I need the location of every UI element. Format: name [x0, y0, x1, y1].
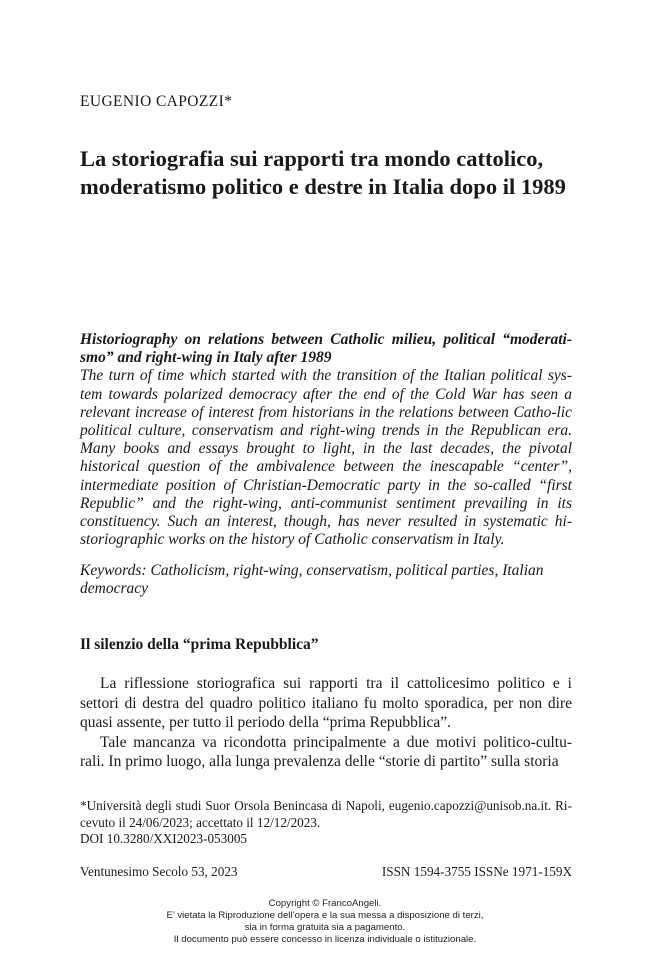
author-name: EUGENIO CAPOZZI*: [80, 93, 233, 110]
footnote-doi: DOI 10.3280/XXI2023-053005: [80, 831, 248, 846]
footnote-affiliation: *Università degli studi Suor Orsola Benincasa di Napoli, eugenio.capozzi@unisob.na.it. Ri-cevuto il 24/06/2023; accettato il 12/12/2023.: [80, 798, 572, 830]
page-footer: [80, 864, 572, 880]
body-text: [80, 674, 572, 772]
journal-info: Ventunesimo Secolo 53, 2023: [80, 864, 238, 879]
section-heading: Il silenzio della “prima Repubblica”: [80, 636, 319, 653]
title-line-1: La storiografia sui rapporti tra mondo cattolico,: [80, 146, 544, 171]
abstract-text: The turn of time which started with the transition of the Italian political sys-tem towards polarized democracy after the end of the Cold War has seen a relevant increase of interest from historians in the relations between Catho-lic political culture, conservatism and right-wing trends in the Republican era. Many books and essays brought to light, in the last decades, the pivotal historical question of the ambivalence between the inescapable “center”, intermediate position of Christian-Democratic party in the so-called “first Republic” and the right-wing, anti-communist sentiment prevailing in its constituency. Such an interest, though, has never resulted in systematic hi-storiographic works on the history of Catholic conservatism in Italy.: [80, 367, 572, 549]
title-line-2: moderatismo politico e destre in Italia dopo il 1989: [80, 174, 566, 199]
issn-info: ISSN 1594-3755 ISSNe 1971-159X: [381, 864, 572, 879]
abstract: [80, 331, 572, 549]
copyright-line-4: Il documento può essere concesso in licenza individuale o istituzionale.: [173, 934, 477, 945]
keywords: Keywords: Catholicism, right-wing, conservatism, political parties, Italian democracy: [80, 562, 544, 598]
copyright-line-1: Copyright © FrancoAngeli.: [268, 898, 382, 909]
paragraph-1: La riflessione storiografica sui rapporti tra il cattolicesimo politico e i settori di destra del quadro politico italiano fu molto sporadica, per non dire quasi assente, per tutto il periodo della “prima Repubblica”.: [80, 675, 572, 731]
copyright-line-2: E’ vietata la Riproduzione dell’opera e la sua messa a disposizione di terzi,: [166, 910, 484, 921]
footnote: [80, 798, 572, 848]
copyright-notice: [0, 898, 650, 946]
article-title: [80, 145, 572, 201]
abstract-title: Historiography on relations between Catholic milieu, political “moderati-smo” and right-wing in Italy after 1989: [80, 331, 572, 367]
paragraph-2: Tale mancanza va ricondotta principalmente a due motivi politico-cultu-rali. In primo luogo, alla lunga prevalenza delle “storie di partito” sulla storia: [80, 733, 572, 770]
copyright-line-3: sia in forma gratuita sia a pagamento.: [244, 922, 406, 933]
